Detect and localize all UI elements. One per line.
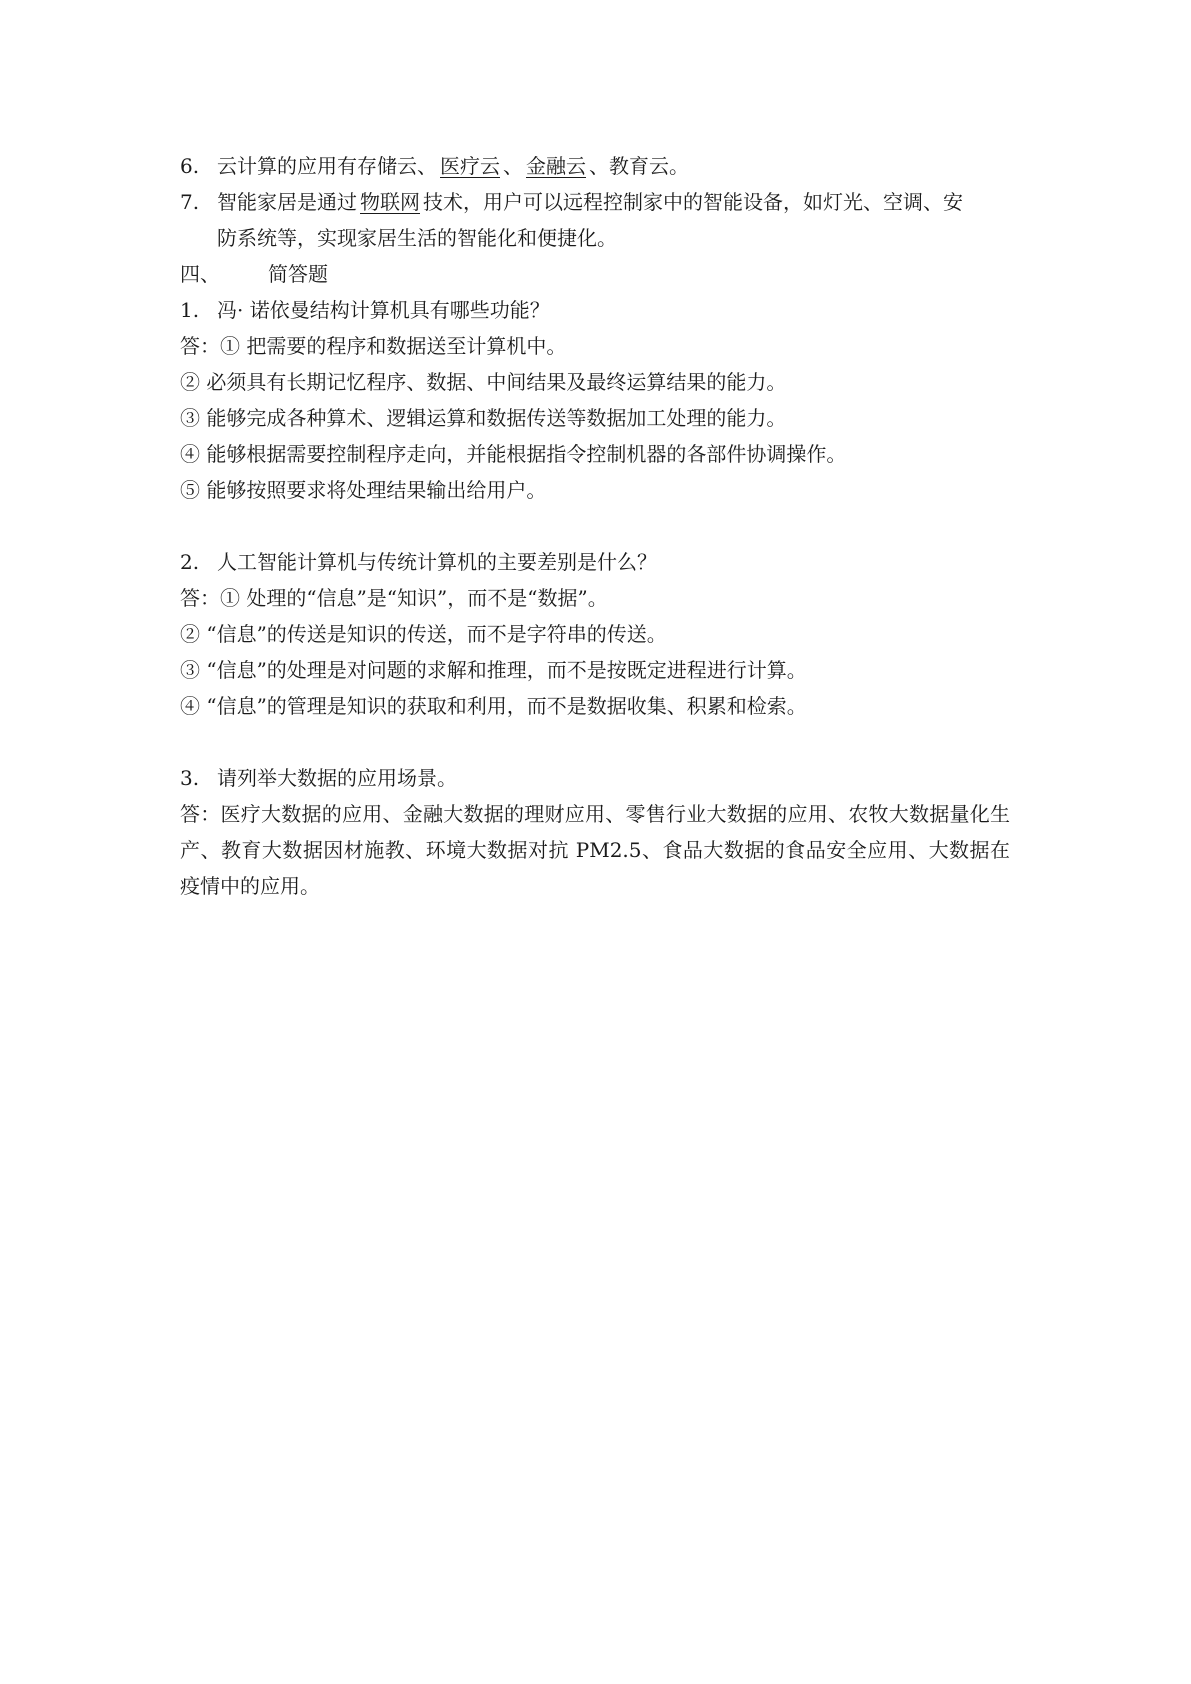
fill-in-item-7 bbox=[180, 184, 1010, 220]
spacer bbox=[180, 508, 1010, 544]
question-text: 人工智能计算机与传统计算机的主要差别是什么？ bbox=[217, 550, 657, 574]
document-body bbox=[180, 148, 1010, 904]
item-text-before: 智能家居是通过 bbox=[217, 190, 357, 214]
answer-line: ② 必须具有长期记忆程序、数据、中间结果及最终运算结果的能力。 bbox=[180, 370, 787, 394]
question-2 bbox=[180, 544, 1010, 580]
item-separator: 、 bbox=[503, 154, 523, 178]
section-title: 简答题 bbox=[268, 262, 328, 286]
answer-blank-2: 金融云 bbox=[526, 154, 586, 178]
answer-line: 答：① 处理的“信息”是“知识”，而不是“数据”。 bbox=[180, 586, 608, 610]
item-number: 6. bbox=[180, 154, 200, 178]
question-number: 3. bbox=[180, 766, 200, 790]
item-text-after: 、教育云。 bbox=[589, 154, 689, 178]
answer-blank-1: 医疗云 bbox=[440, 154, 500, 178]
answer-blank: 物联网 bbox=[360, 190, 420, 214]
answer-line: ⑤ 能够按照要求将处理结果输出给用户。 bbox=[180, 478, 547, 502]
answer-line: ④ 能够根据需要控制程序走向，并能根据指令控制机器的各部件协调操作。 bbox=[180, 442, 847, 466]
item-continuation: 防系统等，实现家居生活的智能化和便捷化。 bbox=[217, 226, 617, 250]
question-3 bbox=[180, 760, 1010, 796]
answer-line: ② “信息”的传送是知识的传送，而不是字符串的传送。 bbox=[180, 622, 667, 646]
question-number: 1. bbox=[180, 298, 200, 322]
answer-line: ③ “信息”的处理是对问题的求解和推理，而不是按既定进程进行计算。 bbox=[180, 658, 807, 682]
item-text-after: 技术，用户可以远程控制家中的智能设备，如灯光、空调、安 bbox=[423, 190, 963, 214]
section-number: 四、 bbox=[180, 262, 220, 286]
answer-line: ③ 能够完成各种算术、逻辑运算和数据传送等数据加工处理的能力。 bbox=[180, 406, 787, 430]
question-text: 请列举大数据的应用场景。 bbox=[217, 766, 457, 790]
item-number: 7. bbox=[180, 190, 200, 214]
question-text: 冯· 诺依曼结构计算机具有哪些功能？ bbox=[217, 298, 550, 322]
item-text-before: 云计算的应用有存储云、 bbox=[217, 154, 437, 178]
section-heading bbox=[180, 256, 1010, 292]
question-number: 2. bbox=[180, 550, 200, 574]
answer-line: 答：① 把需要的程序和数据送至计算机中。 bbox=[180, 334, 567, 358]
fill-in-item-6 bbox=[180, 148, 1010, 184]
question-1 bbox=[180, 292, 1010, 328]
answer-line: ④ “信息”的管理是知识的获取和利用，而不是数据收集、积累和检索。 bbox=[180, 694, 807, 718]
spacer bbox=[180, 724, 1010, 760]
answer-paragraph: 答：医疗大数据的应用、金融大数据的理财应用、零售行业大数据的应用、农牧大数据量化生产、教育大数据因材施教、环境大数据对抗 PM2.5、食品大数据的食品安全应用、大数据在疫情中的应用。 bbox=[180, 802, 1010, 898]
